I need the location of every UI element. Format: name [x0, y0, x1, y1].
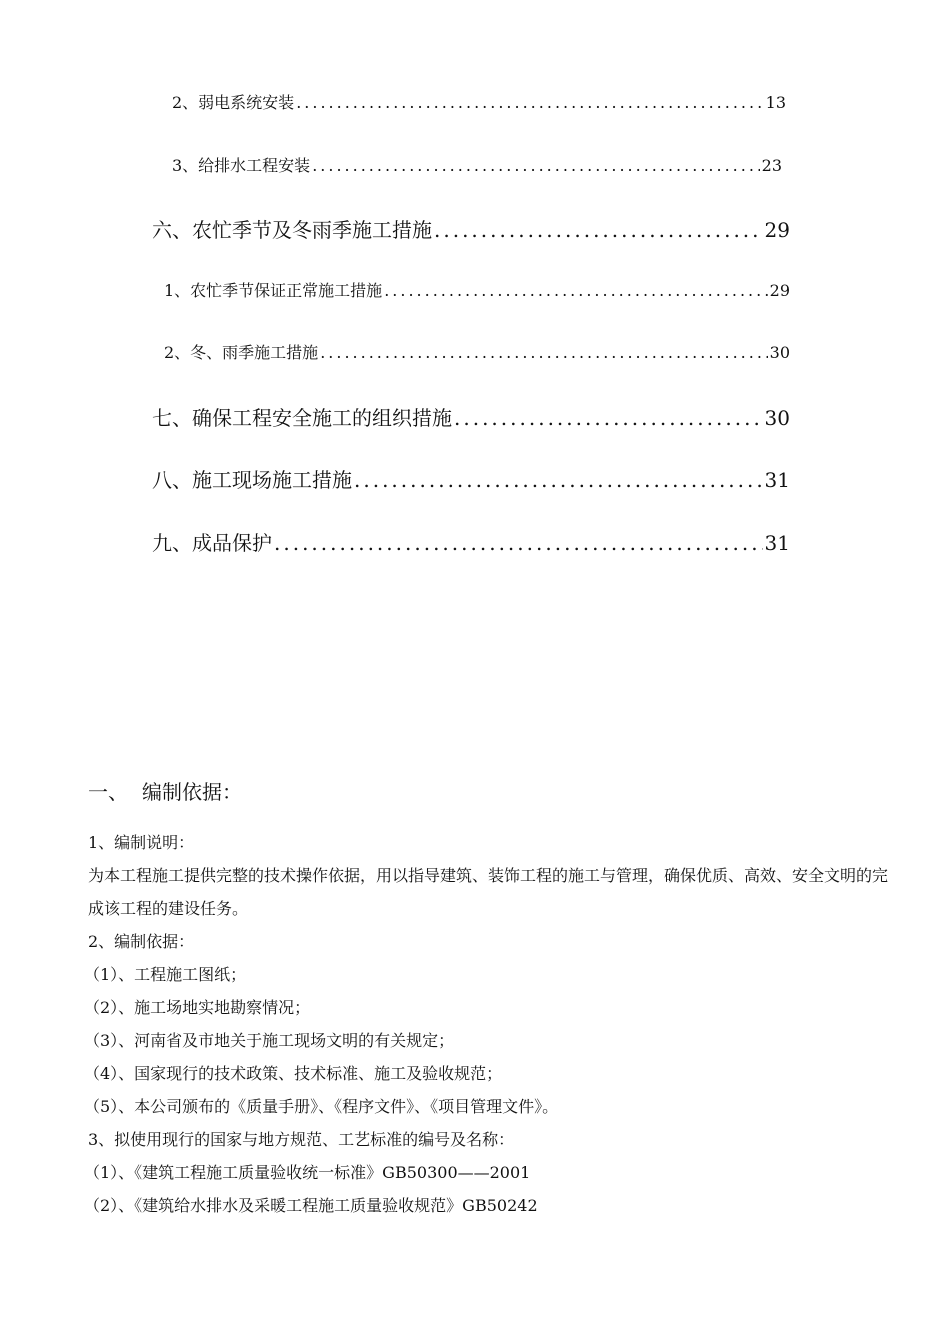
toc-entry-page: 29: [764, 218, 790, 242]
toc-entry[interactable]: [172, 90, 786, 113]
toc-entry-label: 八、施工现场施工措施: [152, 468, 352, 492]
list-item: （3）、河南省及市地关于施工现场文明的有关规定；: [84, 1031, 455, 1050]
list-item: （1）、《建筑工程施工质量验收统一标准》GB50300——2001: [84, 1163, 531, 1182]
toc-leader: [320, 343, 767, 362]
toc-entry-label: 3、给排水工程安装: [172, 156, 311, 175]
toc-entry-label: 六、农忙季节及冬雨季施工措施: [152, 218, 432, 242]
subsection-title: 1、编制说明：: [88, 833, 195, 852]
toc-entry-label: 七、确保工程安全施工的组织措施: [152, 406, 452, 430]
section-number: 一、: [88, 780, 128, 804]
subsection-title: 2、编制依据：: [88, 932, 195, 951]
list-item: （4）、国家现行的技术政策、技术标准、施工及验收规范；: [84, 1064, 503, 1083]
toc-leader: [384, 281, 767, 300]
toc-entry-page: 31: [764, 468, 790, 492]
list-item: （5）、本公司颁布的《质量手册》、《程序文件》、《项目管理文件》。: [84, 1097, 559, 1116]
section-body: [84, 826, 896, 1222]
toc-entry-page: 31: [764, 531, 790, 555]
list-item: （2）、《建筑给水排水及采暖工程施工质量验收规范》GB50242: [84, 1196, 538, 1215]
toc-entry[interactable]: [152, 402, 790, 431]
toc-leader: [454, 406, 763, 430]
subsection-title: 3、拟使用现行的国家与地方规范、工艺标准的编号及名称：: [88, 1130, 515, 1149]
toc-entry[interactable]: [164, 340, 790, 363]
toc-entry-page: 13: [765, 93, 786, 112]
toc-entry[interactable]: [152, 464, 790, 493]
toc-entry[interactable]: [152, 527, 790, 556]
paragraph: 为本工程施工提供完整的技术操作依据，用以指导建筑、装饰工程的施工与管理，确保优质、高效、安全文明的完成该工程的建设任务。: [88, 866, 889, 918]
toc-entry-page: 29: [769, 281, 790, 300]
section-heading: [88, 776, 242, 805]
toc-entry[interactable]: [152, 214, 790, 243]
toc-entry-page: 23: [761, 156, 782, 175]
toc-leader: [354, 468, 763, 492]
toc-leader: [274, 531, 763, 555]
toc-entry-page: 30: [764, 406, 790, 430]
toc-leader: [296, 93, 763, 112]
section-title: 编制依据：: [142, 780, 242, 804]
list-item: （1）、工程施工图纸；: [84, 965, 247, 984]
toc-entry[interactable]: [172, 153, 782, 176]
toc-entry-label: 2、弱电系统安装: [172, 93, 295, 112]
toc-leader: [312, 156, 759, 175]
toc-entry-label: 2、冬、雨季施工措施: [164, 343, 319, 362]
toc-entry-label: 1、农忙季节保证正常施工措施: [164, 281, 383, 300]
toc-entry-page: 30: [769, 343, 790, 362]
list-item: （2）、施工场地实地勘察情况；: [84, 998, 311, 1017]
toc-entry[interactable]: [164, 278, 790, 301]
toc-entry-label: 九、成品保护: [152, 531, 272, 555]
toc-leader: [434, 218, 763, 242]
